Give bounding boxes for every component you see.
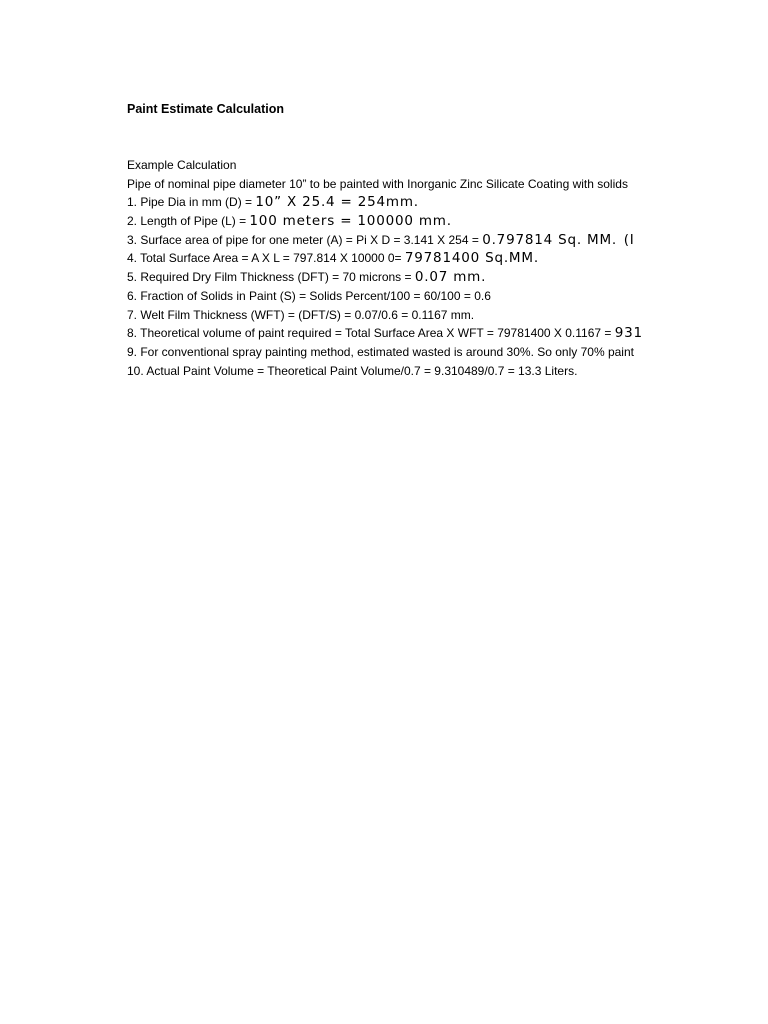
step-8 xyxy=(127,324,673,343)
step-1-text: 1. Pipe Dia in mm (D) = xyxy=(127,195,256,210)
step-6: 6. Fraction of Solids in Paint (S) = Solids Percent/100 = 60/100 = 0.6 xyxy=(127,288,491,303)
document-title: Paint Estimate Calculation xyxy=(127,102,284,116)
intro-line: Pipe of nominal pipe diameter 10” to be painted with Inorganic Zinc Silicate Coating with solids xyxy=(127,176,628,191)
step-8-text: 8. Theoretical volume of paint required = Total Surface Area X WFT = 79781400 X 0.1167 = xyxy=(127,326,615,341)
step-1-value: 10” X 25.4 = 254mm. xyxy=(255,194,419,211)
calculation-body xyxy=(127,156,673,380)
step-3-value: 0.797814 Sq. MM. xyxy=(482,231,618,248)
step-10: 10. Actual Paint Volume = Theoretical Paint Volume/0.7 = 9.310489/0.7 = 13.3 Liters. xyxy=(127,363,578,378)
example-heading: Example Calculation xyxy=(127,158,237,172)
step-5-text: 5. Required Dry Film Thickness (DFT) = 70 microns = xyxy=(127,270,415,285)
step-3-text: 3. Surface area of pipe for one meter (A) = Pi X D = 3.141 X 254 = xyxy=(127,232,483,247)
step-5 xyxy=(127,268,673,287)
step-4-value: 79781400 Sq.MM. xyxy=(404,250,539,267)
step-3 xyxy=(127,231,673,250)
step-2-value: 100 meters = 100000 mm. xyxy=(249,213,452,230)
step-4 xyxy=(127,249,673,268)
step-9: 9. For conventional spray painting method, estimated wasted is around 30%. So only 70% paint xyxy=(127,344,634,359)
step-2 xyxy=(127,212,673,231)
step-3-trail: (I xyxy=(623,231,635,248)
step-5-value: 0.07 mm. xyxy=(414,269,487,286)
step-7: 7. Welt Film Thickness (WFT) = (DFT/S) = 0.07/0.6 = 0.1167 mm. xyxy=(127,307,475,322)
step-8-value: 931 xyxy=(614,325,643,342)
step-4-text: 4. Total Surface Area = A X L = 797.814 X 10000 0= xyxy=(127,251,405,266)
step-2-text: 2. Length of Pipe (L) = xyxy=(127,214,250,229)
step-1 xyxy=(127,193,673,212)
